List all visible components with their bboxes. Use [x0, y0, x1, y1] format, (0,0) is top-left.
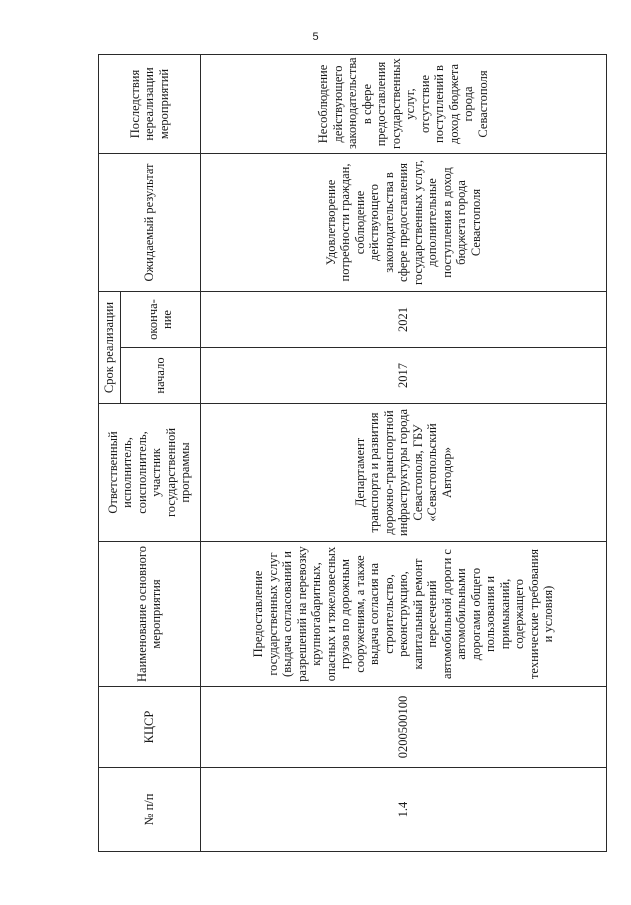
header-term-end: оконча-ние	[120, 291, 200, 347]
activity-table	[98, 54, 607, 852]
row-name: Предоставление государственных услуг (выдача согласований и разрешений на перевозку крупногабаритных, опасных и тяжеловесных грузов по дорожным сооружениям, а также выдача согласия на строительство, реконструкцию, капитальный ремонт пересечений автомобильной дороги с автомобильными дорогами общего пользования и примыканий, содержащего технические требования и условия)	[200, 542, 607, 687]
table-header	[99, 54, 201, 851]
activity-table-rotated	[98, 55, 607, 852]
page-number: 5	[312, 31, 319, 43]
header-consequences: Последствия нереализации мероприятий	[99, 54, 201, 153]
row-term-start: 2017	[200, 348, 607, 404]
header-result: Ожидаемый результат	[99, 153, 201, 291]
row-term-end: 2021	[200, 291, 607, 347]
row-num: 1.4	[200, 768, 607, 852]
header-name: Наименование основного мероприятия	[99, 542, 201, 687]
header-num: № п/п	[99, 768, 201, 852]
row-executor: Департамент транспорта и развития дорожно-транспортной инфраструктуры города Севастополя, ГБУ «Севастопольский Автодор»	[200, 404, 607, 542]
row-code: 0200500100	[200, 687, 607, 768]
header-term: Срок реализации	[99, 291, 121, 403]
header-code: КЦСР	[99, 687, 201, 768]
header-executor: Ответственный исполнитель, соисполнитель, участник государственной программы	[99, 404, 201, 542]
header-term-start: начало	[120, 348, 200, 404]
row-result: Удовлетворение потребности граждан, соблюдение действующего законодательства в сфере предоставления государственных услуг, дополнительные поступления в доход бюджета города Севастополя	[200, 153, 607, 291]
row-consequences: Несоблюдение действующего законодательства в сфере предоставления государственных услуг, отсутствие поступлений в доход бюджета города Севастополя	[200, 54, 607, 153]
table-row	[200, 54, 607, 851]
